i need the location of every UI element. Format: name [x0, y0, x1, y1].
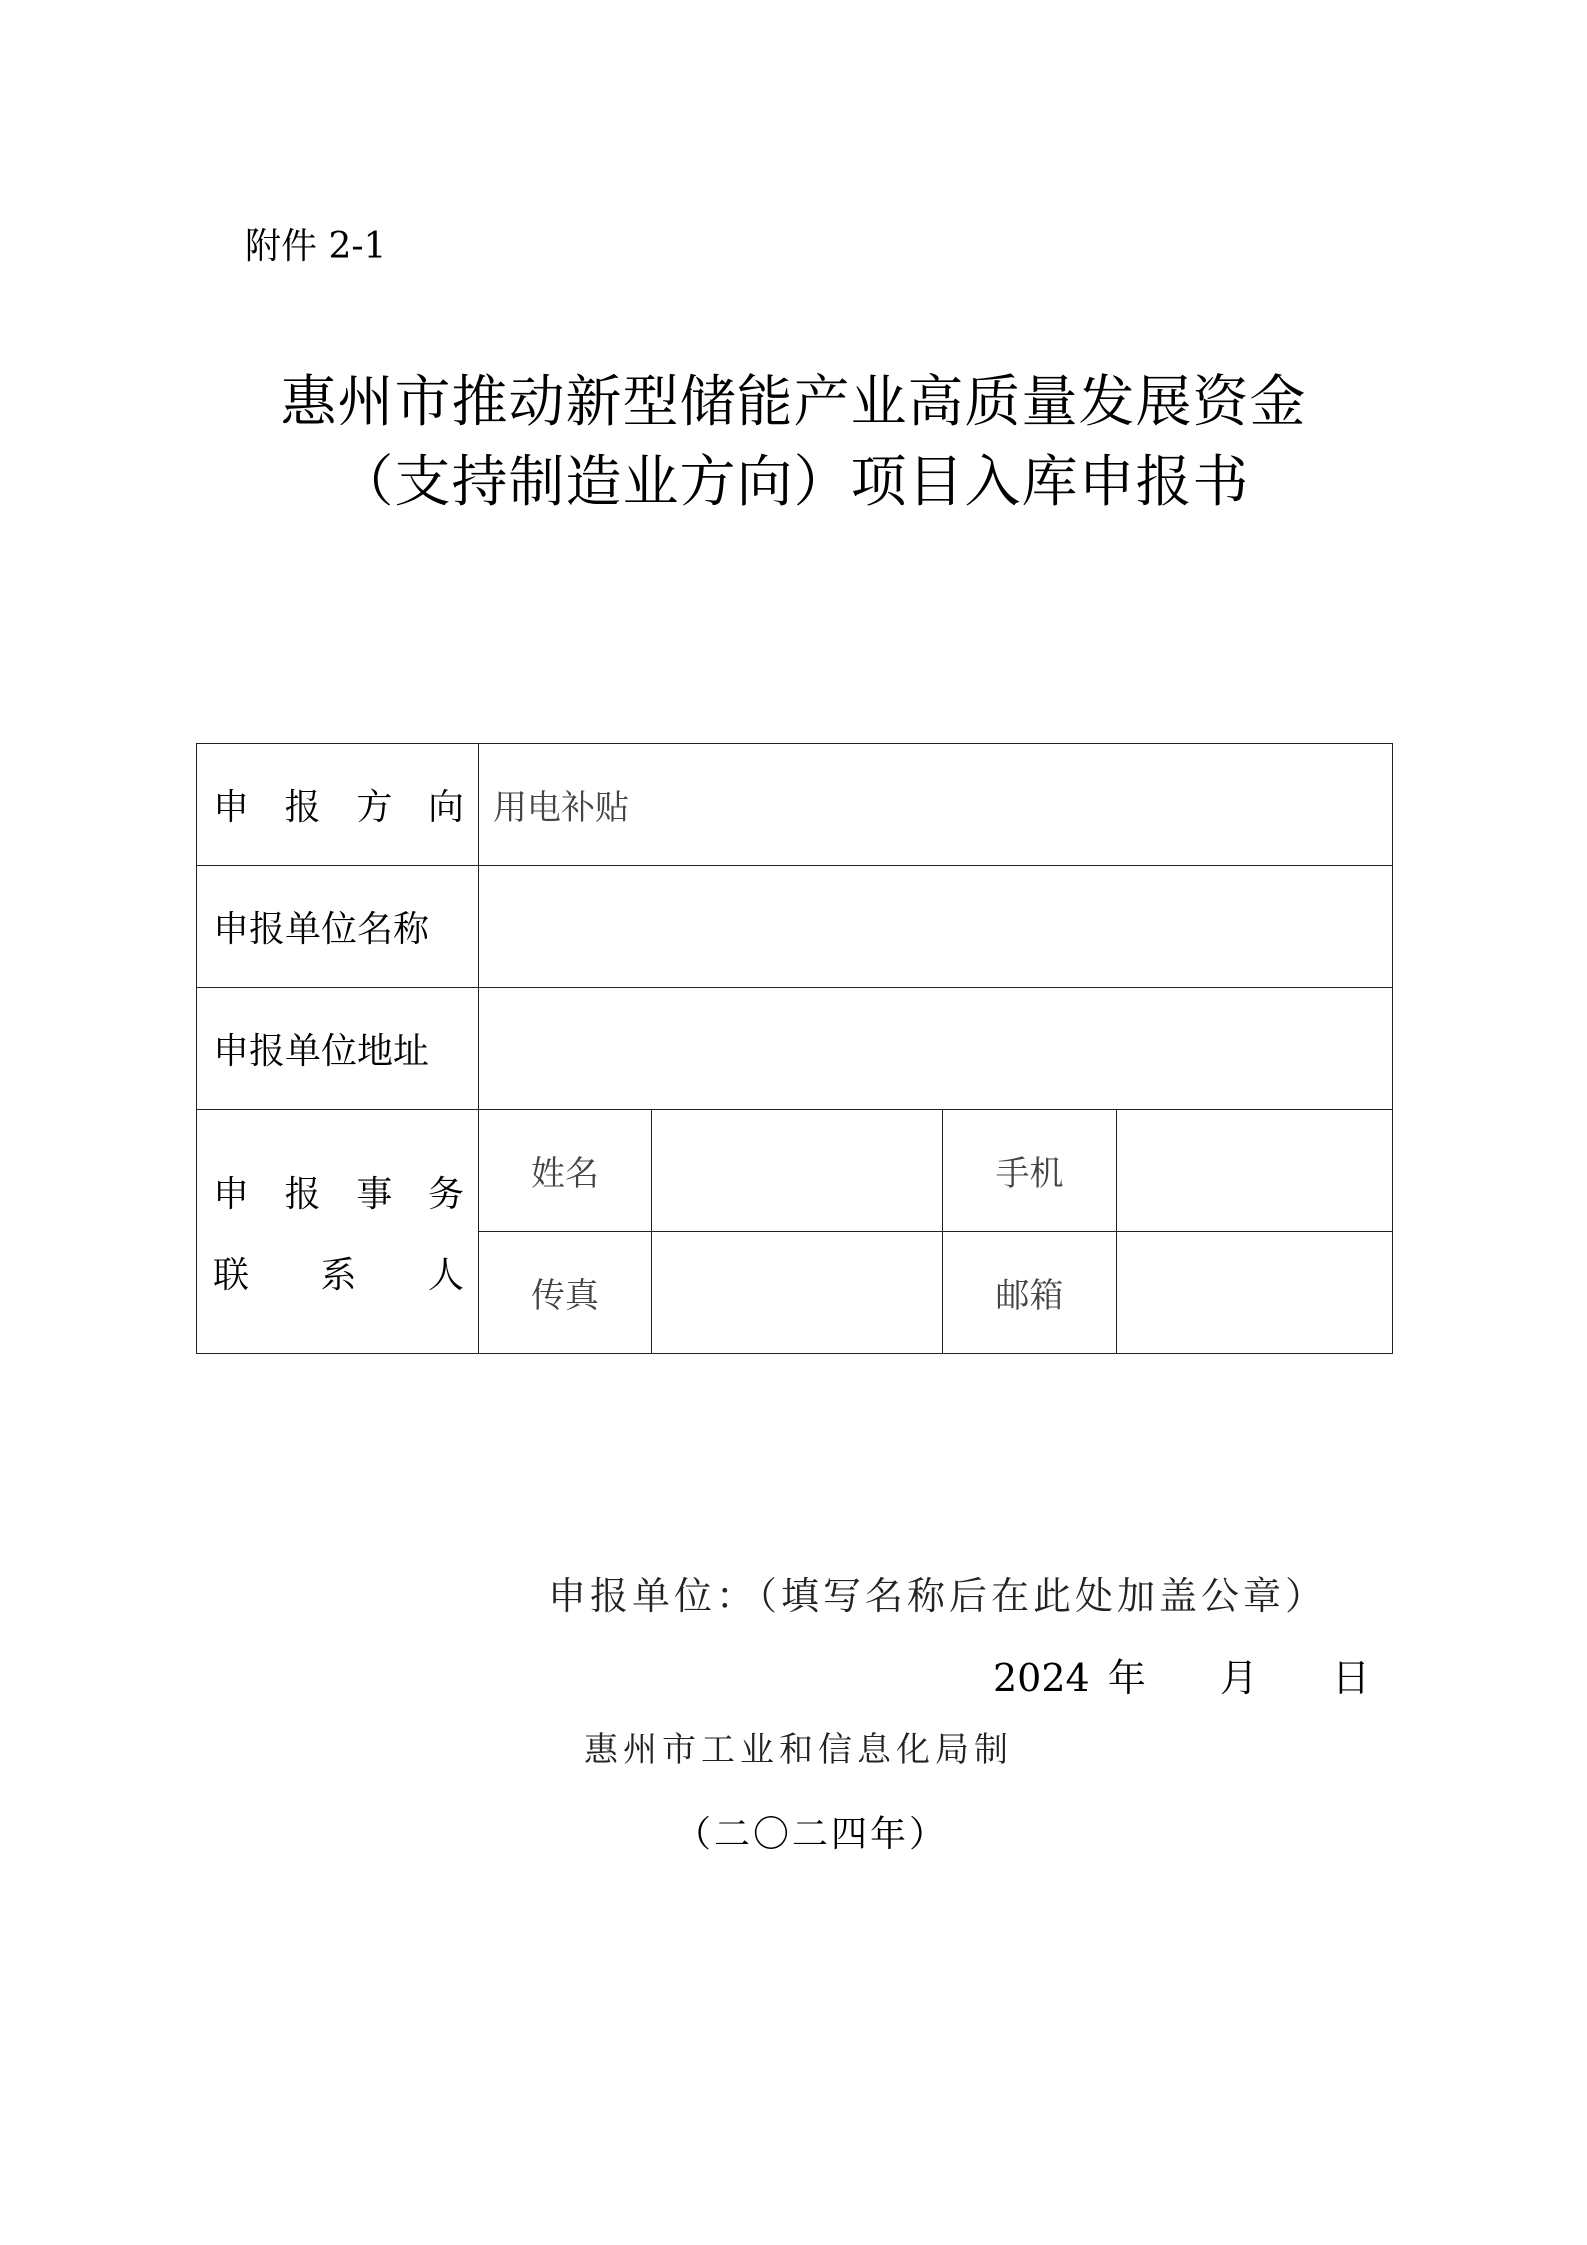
date-day-char: 日	[1332, 1656, 1371, 1700]
issue-year: （二〇二四年）	[675, 1814, 949, 1855]
label-char: 报	[284, 1173, 321, 1215]
unit-address-value[interactable]	[479, 988, 1393, 1110]
label-char: 申	[213, 1173, 250, 1215]
title-line-2: （支持制造业方向）项目入库申报书	[337, 450, 1250, 515]
title-line-1: 惠州市推动新型储能产业高质量发展资金	[280, 370, 1307, 435]
phone-input[interactable]	[1117, 1110, 1393, 1232]
label-char: 事	[356, 1173, 393, 1215]
label-char: 务	[427, 1173, 464, 1215]
email-label: 邮箱	[943, 1232, 1117, 1354]
label-char: 方	[356, 787, 393, 828]
row-unit-address	[197, 988, 1393, 1110]
label-char: 向	[427, 787, 464, 828]
unit-address-label: 申报单位地址	[197, 988, 479, 1110]
label-char: 系	[320, 1254, 357, 1296]
date-line	[993, 1647, 1370, 1702]
attachment-number: 附件 2-1	[245, 226, 387, 267]
label-char: 申	[213, 787, 250, 828]
fax-label: 传真	[479, 1232, 652, 1354]
label-char: 报	[284, 787, 321, 828]
row-unit-name	[197, 866, 1393, 988]
fax-input[interactable]	[652, 1232, 943, 1354]
unit-name-label: 申报单位名称	[197, 866, 479, 988]
unit-name-value[interactable]	[479, 866, 1393, 988]
date-month-char: 月	[1219, 1656, 1258, 1700]
date-year: 2024	[993, 1656, 1090, 1700]
date-year-char: 年	[1107, 1656, 1146, 1700]
name-label: 姓名	[479, 1110, 652, 1232]
row-direction	[197, 744, 1393, 866]
application-form-table	[196, 743, 1393, 1354]
contact-label	[197, 1110, 479, 1354]
phone-label: 手机	[943, 1110, 1117, 1232]
label-char: 人	[427, 1254, 464, 1296]
email-input[interactable]	[1117, 1232, 1393, 1354]
label-char: 联	[213, 1254, 250, 1296]
direction-value[interactable]: 用电补贴	[479, 744, 1393, 866]
direction-label	[197, 744, 479, 866]
applicant-unit-seal-line: 申报单位：（填写名称后在此处加盖公章）	[548, 1574, 1328, 1618]
name-input[interactable]	[652, 1110, 943, 1232]
row-contact-1	[197, 1110, 1393, 1232]
issuing-bureau: 惠州市工业和信息化局制	[584, 1730, 1013, 1770]
